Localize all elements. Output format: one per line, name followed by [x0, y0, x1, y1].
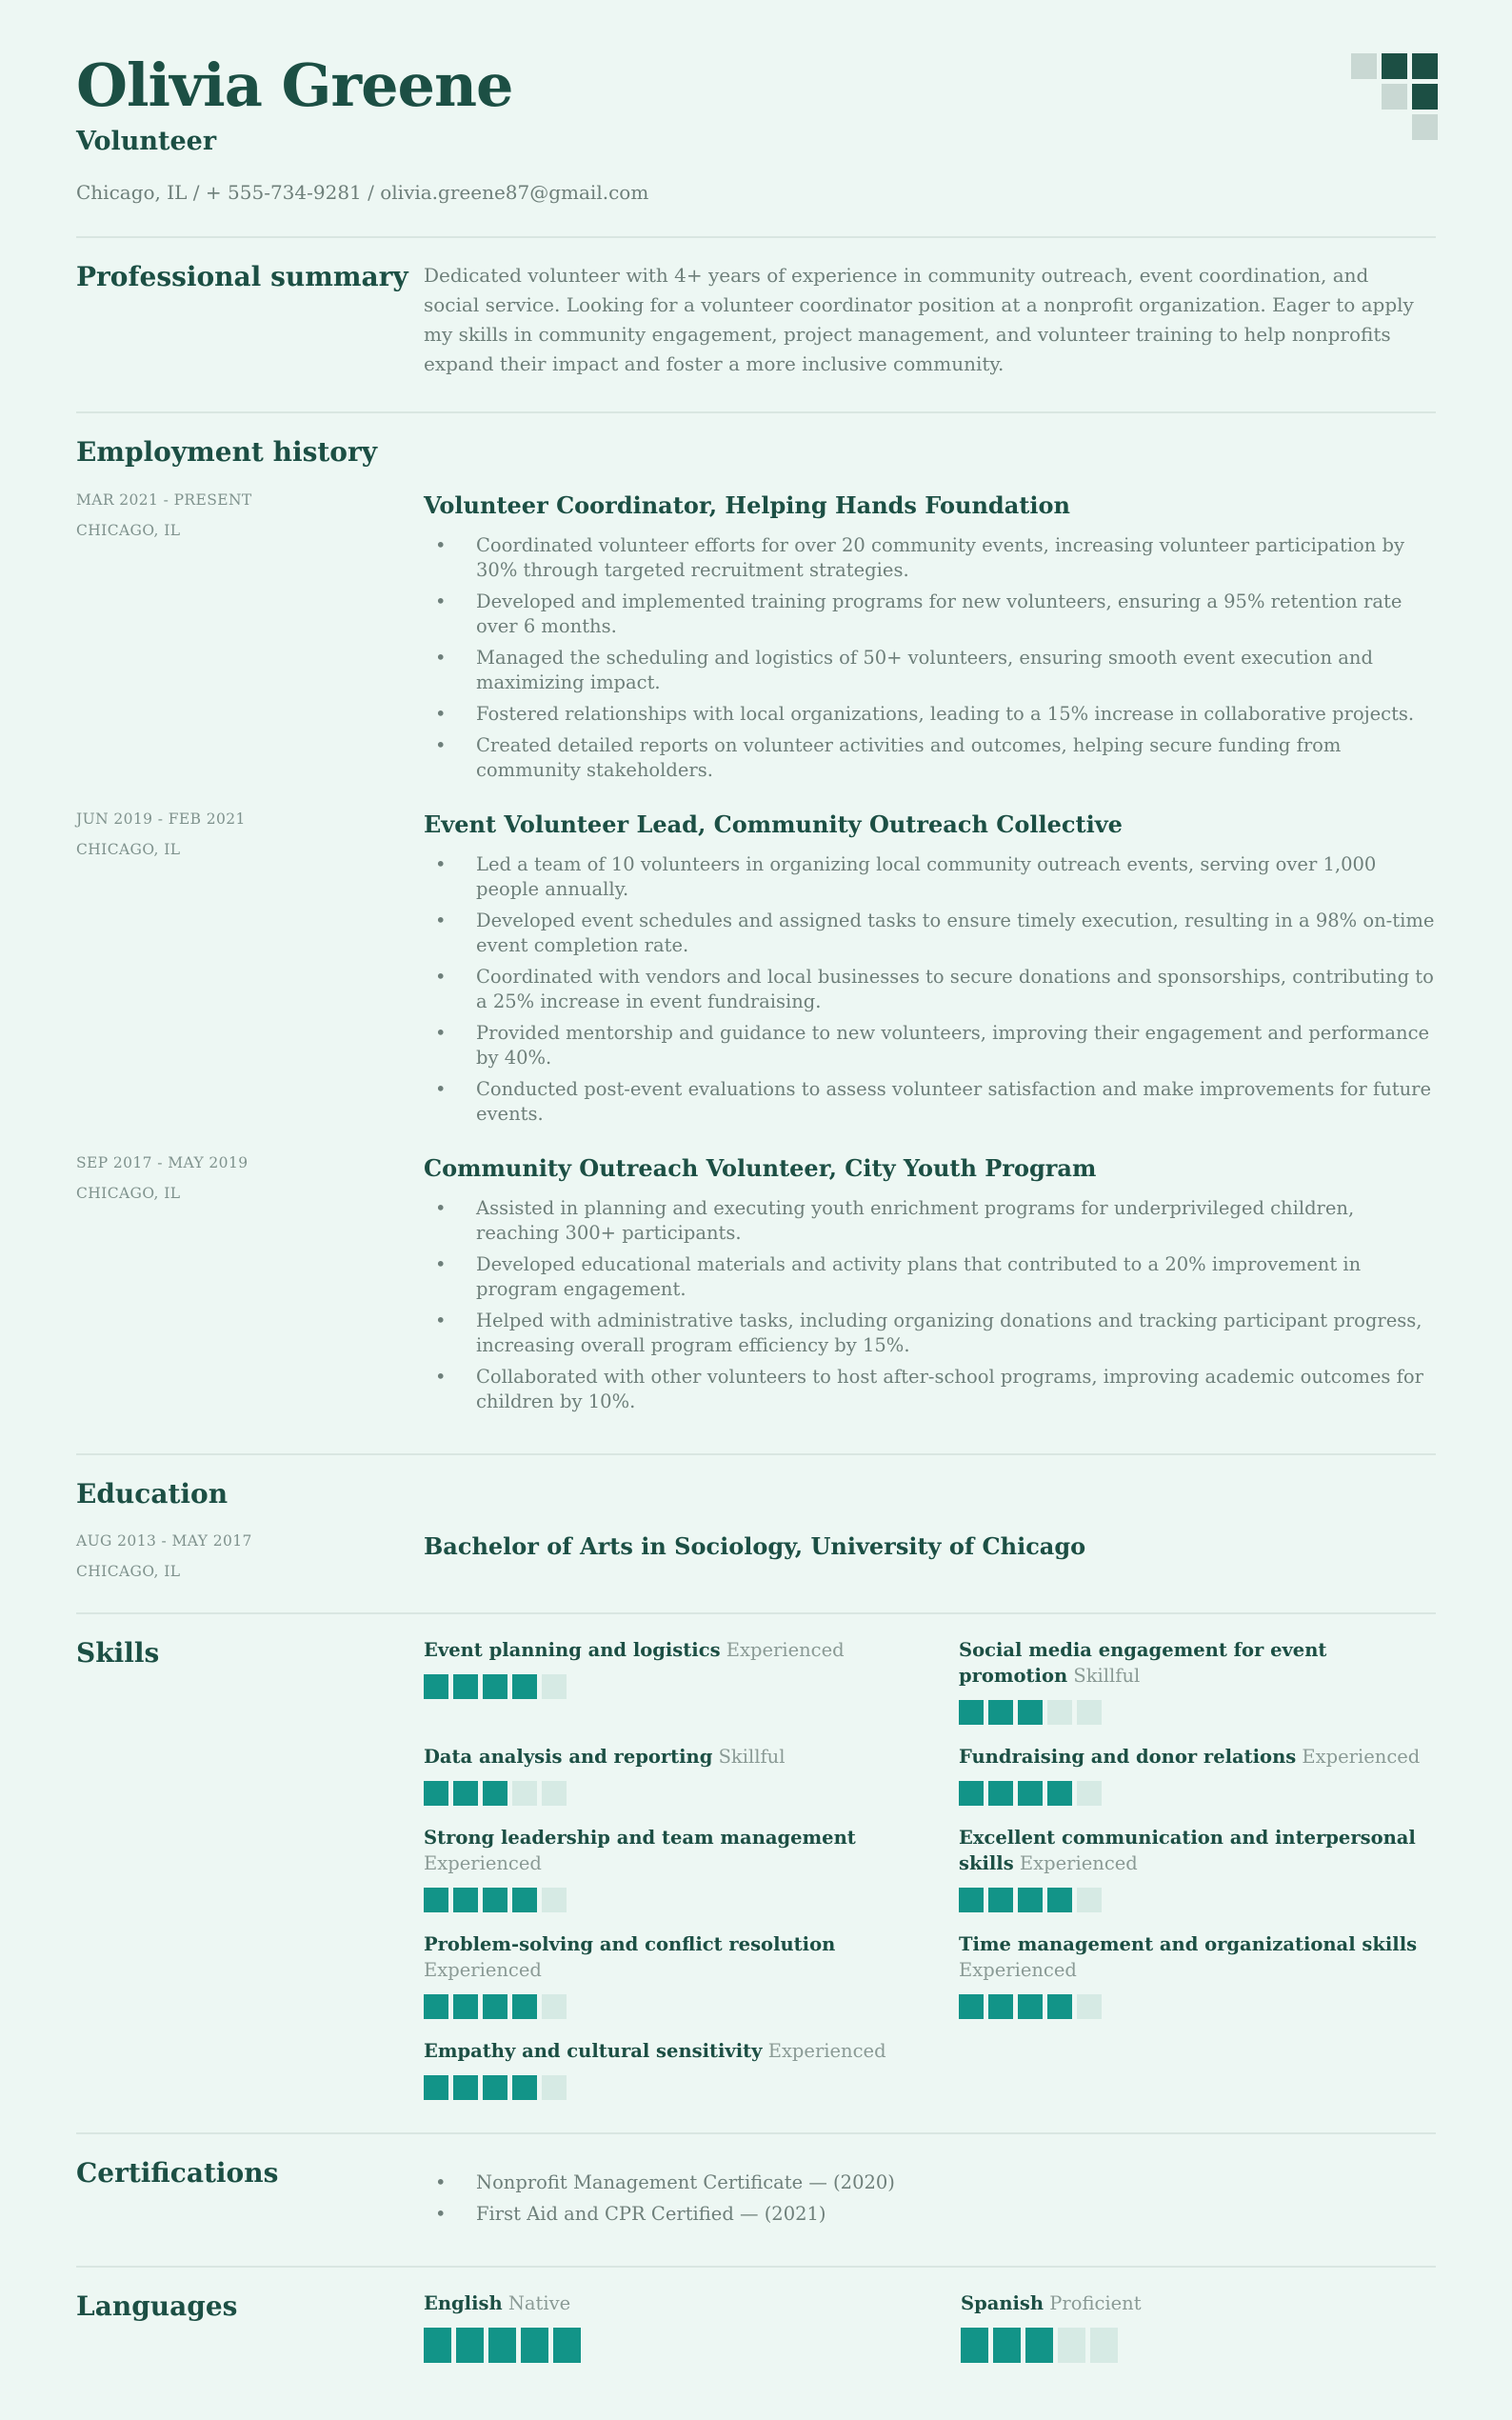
skill-name: Strong leadership and team management [424, 1827, 856, 1850]
skill-label [959, 1825, 1432, 1876]
rating-square-filled [521, 2328, 548, 2363]
job-entry [76, 810, 1436, 1133]
skill-name: Problem-solving and conflict resolution [424, 1933, 836, 1956]
skill-name: Time management and organizational skills [959, 1933, 1418, 1956]
skill-level: Experienced [424, 1959, 542, 1982]
rating-bar [959, 1781, 1432, 1806]
language-label [424, 2290, 899, 2316]
logo [1351, 53, 1438, 140]
rating-square-empty [1077, 1700, 1102, 1725]
skills-grid [424, 1637, 1436, 2100]
job-dates: JUN 2019 - FEB 2021 [76, 810, 246, 828]
bullet-item: • Assisted in planning and executing youth enrichment programs for underprivileged children, reaching 300+ participants. [424, 1196, 1436, 1246]
job-title: Event Volunteer Lead, Community Outreach Collective [424, 810, 1123, 838]
logo-cell-light [1382, 84, 1407, 110]
skill-item [424, 2038, 897, 2100]
skill-level: Experienced [1019, 1852, 1138, 1875]
rating-square-filled [959, 1994, 984, 2019]
skill-item [424, 1931, 897, 2019]
logo-cell-dark [1382, 53, 1407, 79]
skill-label [959, 1931, 1432, 1983]
rating-square-empty [542, 1994, 567, 2019]
education-location: CHICAGO, IL [76, 1563, 181, 1581]
rating-square-filled [512, 1888, 537, 1912]
section-title-employment-history: Employment history [76, 436, 377, 469]
job-entry [76, 491, 1436, 790]
rating-square-filled [424, 2328, 451, 2363]
section-certifications [76, 2132, 1436, 2233]
skill-item [959, 1744, 1432, 1806]
certification-item: • Nonprofit Management Certificate — (2020) [424, 2170, 1436, 2195]
rating-square-filled [424, 1888, 448, 1912]
section-skills [76, 1612, 1436, 2100]
language-level: Native [507, 2292, 571, 2315]
candidate-role: Volunteer [76, 127, 217, 157]
bullet-item: • Led a team of 10 volunteers in organizing local community outreach events, serving over 1,000 people annually. [424, 852, 1436, 902]
skill-item [424, 1637, 897, 1725]
contact-line: Chicago, IL / + 555-734-9281 / olivia.greene87@gmail.com [76, 181, 649, 205]
rating-square-empty [1058, 2328, 1085, 2363]
job-location: CHICAGO, IL [76, 1184, 181, 1202]
rating-square-filled [1047, 1781, 1072, 1806]
rating-square-filled [961, 2328, 988, 2363]
rating-bar [424, 1781, 897, 1806]
skill-item [424, 1744, 897, 1806]
professional-summary-text: Dedicated volunteer with 4+ years of experience in community outreach, event coordination, and social service. Looking for a volunteer coordinator position at a nonprofit organization. Eager to apply my skills in community engagement, project management, and volunteer training to help nonprofits expand their impact and foster a more inclusive community. [424, 264, 1414, 376]
skill-level: Experienced [959, 1959, 1077, 1982]
education-degree: Bachelor of Arts in Sociology, University of Chicago [424, 1532, 1086, 1561]
skill-level: Skillful [1073, 1665, 1141, 1688]
rating-square-empty [542, 1888, 567, 1912]
bullet-item: • Helped with administrative tasks, including organizing donations and tracking participant progress, increasing overall program efficiency by 15%. [424, 1309, 1436, 1358]
skill-label [424, 2038, 897, 2064]
rating-bar [959, 1700, 1432, 1725]
rating-square-filled [424, 1994, 448, 2019]
bullet-item: • Provided mentorship and guidance to new volunteers, improving their engagement and performance by 40%. [424, 1021, 1436, 1070]
bullet-item: • Developed event schedules and assigned tasks to ensure timely execution, resulting in a 98% on-time event completion rate. [424, 909, 1436, 958]
skill-name: Excellent communication and interpersonal skills [959, 1827, 1416, 1875]
skill-level: Experienced [424, 1852, 542, 1875]
skill-item [424, 1825, 897, 1912]
skill-label [424, 1744, 897, 1770]
rating-square-empty [542, 1674, 567, 1699]
rating-square-filled [453, 1888, 478, 1912]
logo-cell-empty [1382, 114, 1407, 140]
rating-square-empty [1077, 1781, 1102, 1806]
skill-level: Experienced [767, 2040, 886, 2063]
rating-square-filled [424, 1674, 448, 1699]
job-body [424, 1154, 1436, 1421]
rating-square-empty [512, 1781, 537, 1806]
education-entries [76, 1532, 1436, 1580]
bullet-item: • Managed the scheduling and logistics of 50+ volunteers, ensuring smooth event execution and maximizing impact. [424, 646, 1436, 695]
rating-square-filled [456, 2328, 484, 2363]
rating-square-filled [483, 1888, 507, 1912]
job-bullets [424, 533, 1436, 783]
logo-cell-empty [1351, 114, 1377, 140]
rating-bar [424, 1674, 897, 1699]
rating-square-filled [483, 1674, 507, 1699]
skill-level: Experienced [726, 1639, 845, 1662]
skill-name: Social media engagement for event promotion [959, 1639, 1327, 1688]
rating-square-filled [988, 1888, 1013, 1912]
section-employment-history [76, 411, 1436, 1421]
education-entry [76, 1532, 1436, 1580]
logo-cell-light [1351, 53, 1377, 79]
language-label [961, 2290, 1436, 2316]
rating-square-filled [1018, 1994, 1043, 2019]
logo-cell-light [1412, 114, 1438, 140]
logo-cell-dark [1412, 53, 1438, 79]
rating-bar [959, 1888, 1432, 1912]
rating-square-filled [959, 1700, 984, 1725]
logo-cell-dark [1412, 84, 1438, 110]
skill-label [424, 1637, 897, 1663]
job-location: CHICAGO, IL [76, 840, 181, 858]
rating-square-filled [424, 2075, 448, 2100]
language-name: English [424, 2292, 503, 2315]
bullet-item: • Developed and implemented training programs for new volunteers, ensuring a 95% retention rate over 6 months. [424, 590, 1436, 639]
skill-name: Fundraising and donor relations [959, 1746, 1297, 1769]
language-name: Spanish [961, 2292, 1044, 2315]
logo-cell-empty [1351, 84, 1377, 110]
rating-square-filled [1018, 1888, 1043, 1912]
bullet-item: • Coordinated volunteer efforts for over 20 community events, increasing volunteer participation by 30% through targeted recruitment strategies. [424, 533, 1436, 583]
rating-square-filled [483, 2075, 507, 2100]
rating-square-filled [988, 1700, 1013, 1725]
job-meta [76, 810, 424, 858]
rating-square-filled [453, 2075, 478, 2100]
rating-square-filled [512, 2075, 537, 2100]
certifications-list [424, 2170, 1436, 2233]
job-bullets [424, 852, 1436, 1127]
skill-name: Data analysis and reporting [424, 1746, 713, 1769]
rating-square-filled [553, 2328, 581, 2363]
section-languages [76, 2266, 1436, 2363]
skill-item [959, 1931, 1432, 2019]
rating-square-filled [488, 2328, 516, 2363]
job-meta [76, 491, 424, 539]
job-dates: SEP 2017 - MAY 2019 [76, 1153, 249, 1171]
skill-item [959, 1637, 1432, 1725]
rating-square-filled [988, 1994, 1013, 2019]
rating-bar [424, 2075, 897, 2100]
skill-label [959, 1637, 1432, 1689]
education-dates: AUG 2013 - MAY 2017 [76, 1532, 252, 1550]
job-title: Volunteer Coordinator, Helping Hands Foundation [424, 490, 1070, 519]
rating-square-filled [1018, 1781, 1043, 1806]
rating-square-filled [483, 1994, 507, 2019]
bullet-item: • Coordinated with vendors and local businesses to secure donations and sponsorships, contributing to a 25% increase in event fundraising. [424, 965, 1436, 1014]
employment-entries [76, 491, 1436, 1421]
education-meta [76, 1532, 424, 1580]
rating-bar [424, 2328, 899, 2363]
skill-name: Empathy and cultural sensitivity [424, 2040, 763, 2063]
language-level: Proficient [1049, 2292, 1142, 2315]
bullet-item: • Conducted post-event evaluations to assess volunteer satisfaction and make improvements for future events. [424, 1077, 1436, 1127]
section-title-professional-summary: Professional summary [76, 261, 408, 293]
certification-item: • First Aid and CPR Certified — (2021) [424, 2202, 1436, 2227]
language-item [961, 2290, 1436, 2363]
skill-level: Skillful [718, 1746, 786, 1769]
languages-grid [424, 2290, 1436, 2363]
section-title-certifications: Certifications [76, 2157, 279, 2190]
resume-header [76, 50, 1436, 205]
section-professional-summary [76, 236, 1436, 379]
job-body [424, 810, 1436, 1133]
rating-square-filled [1047, 1888, 1072, 1912]
rating-square-filled [1018, 1700, 1043, 1725]
skill-label [959, 1744, 1432, 1770]
rating-square-filled [453, 1674, 478, 1699]
rating-bar [424, 1888, 897, 1912]
section-title-skills: Skills [76, 1637, 160, 1670]
rating-square-filled [453, 1781, 478, 1806]
bullet-item: • Developed educational materials and activity plans that contributed to a 20% improvement in program engagement. [424, 1252, 1436, 1302]
rating-square-filled [483, 1781, 507, 1806]
skill-label [424, 1825, 897, 1876]
rating-square-filled [988, 1781, 1013, 1806]
job-meta [76, 1154, 424, 1202]
candidate-name: Olivia Greene [76, 50, 513, 120]
rating-bar [424, 1994, 897, 2019]
skill-item [959, 1825, 1432, 1912]
rating-square-filled [1025, 2328, 1053, 2363]
rating-square-filled [512, 1994, 537, 2019]
job-body [424, 491, 1436, 790]
rating-square-filled [959, 1781, 984, 1806]
rating-square-empty [1047, 1700, 1072, 1725]
rating-square-filled [1047, 1994, 1072, 2019]
bullet-item: • Collaborated with other volunteers to host after-school programs, improving academic outcomes for children by 10%. [424, 1365, 1436, 1414]
rating-square-filled [993, 2328, 1021, 2363]
section-title-education: Education [76, 1477, 229, 1510]
rating-square-empty [542, 2075, 567, 2100]
section-title-languages: Languages [76, 2290, 238, 2323]
skill-name: Event planning and logistics [424, 1639, 721, 1662]
rating-square-filled [512, 1674, 537, 1699]
skill-label [424, 1931, 897, 1983]
rating-square-empty [1090, 2328, 1118, 2363]
skill-level: Experienced [1302, 1746, 1421, 1769]
job-location: CHICAGO, IL [76, 521, 181, 539]
rating-square-empty [1077, 1994, 1102, 2019]
language-item [424, 2290, 899, 2363]
section-education [76, 1453, 1436, 1581]
bullet-item: • Fostered relationships with local organizations, leading to a 15% increase in collaborative projects. [424, 702, 1436, 727]
rating-square-empty [1077, 1888, 1102, 1912]
job-title: Community Outreach Volunteer, City Youth Program [424, 1153, 1097, 1182]
bullet-item: • Created detailed reports on volunteer activities and outcomes, helping secure funding from community stakeholders. [424, 733, 1436, 783]
job-bullets [424, 1196, 1436, 1414]
job-entry [76, 1154, 1436, 1421]
rating-square-filled [453, 1994, 478, 2019]
rating-bar [961, 2328, 1436, 2363]
education-body [424, 1532, 1436, 1561]
rating-square-empty [542, 1781, 567, 1806]
job-dates: MAR 2021 - PRESENT [76, 490, 252, 509]
rating-square-filled [959, 1888, 984, 1912]
rating-bar [959, 1994, 1432, 2019]
rating-square-filled [424, 1781, 448, 1806]
